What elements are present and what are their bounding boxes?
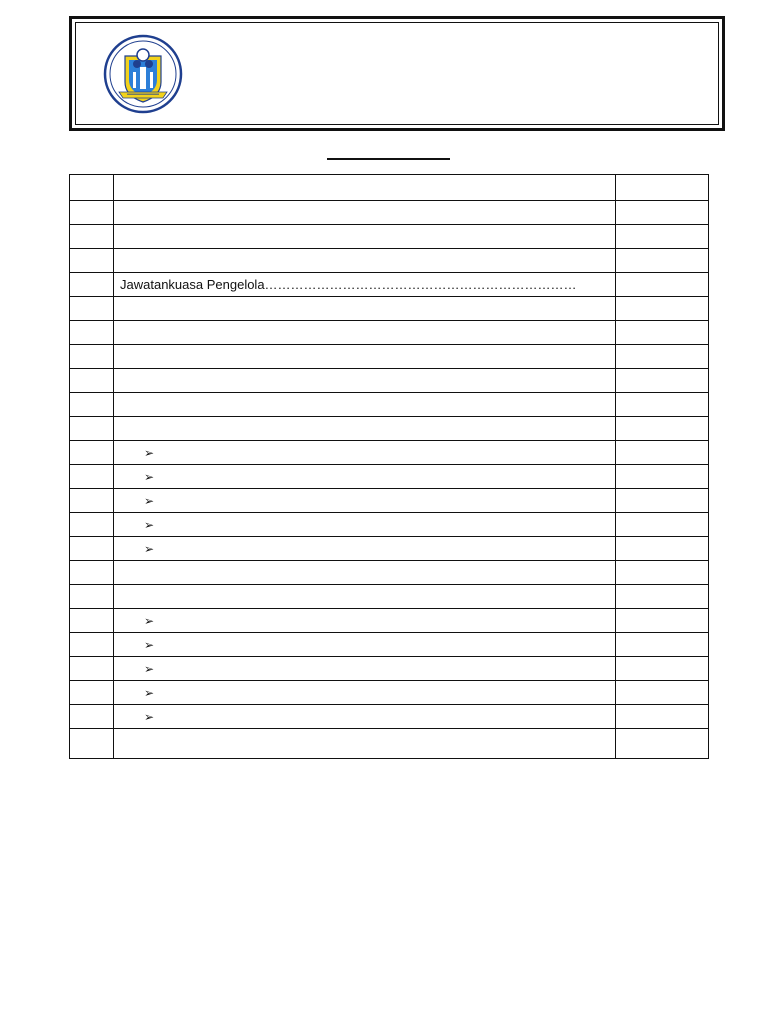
table-row [70, 369, 709, 393]
row-number-cell [70, 537, 114, 561]
row-title-cell [114, 681, 616, 705]
row-number-cell [70, 345, 114, 369]
table-of-contents [69, 174, 709, 759]
row-title-cell [114, 633, 616, 657]
row-title-cell [114, 249, 616, 273]
row-page-cell [616, 321, 709, 345]
row-number-cell [70, 249, 114, 273]
row-title-cell [114, 393, 616, 417]
table-row [70, 417, 709, 441]
row-page-cell [616, 609, 709, 633]
row-title-cell [114, 201, 616, 225]
row-number-cell [70, 489, 114, 513]
row-number-cell [70, 321, 114, 345]
table-row [70, 201, 709, 225]
table-row [70, 729, 709, 759]
arrow-bullet-icon: ➢ [144, 686, 155, 700]
row-number-cell [70, 201, 114, 225]
row-page-cell [616, 201, 709, 225]
header-frame [69, 16, 725, 131]
row-page-cell [616, 465, 709, 489]
row-number-cell [70, 609, 114, 633]
table-row [70, 225, 709, 249]
row-title-cell [114, 657, 616, 681]
row-title-cell [114, 729, 616, 759]
crest-emblem-icon [103, 34, 183, 114]
row-title-cell [114, 369, 616, 393]
row-title-cell [114, 273, 616, 297]
row-number-cell [70, 681, 114, 705]
table-row [70, 175, 709, 201]
row-number-cell [70, 175, 114, 201]
row-page-cell [616, 537, 709, 561]
row-page-cell [616, 225, 709, 249]
table-row [70, 585, 709, 609]
table-row [70, 609, 709, 633]
row-page-cell [616, 369, 709, 393]
row-number-cell [70, 441, 114, 465]
row-number-cell [70, 297, 114, 321]
row-number-cell [70, 369, 114, 393]
arrow-bullet-icon: ➢ [144, 494, 155, 508]
table-row [70, 273, 709, 297]
row-number-cell [70, 633, 114, 657]
row-page-cell [616, 729, 709, 759]
row-number-cell [70, 465, 114, 489]
row-number-cell [70, 657, 114, 681]
table-row [70, 393, 709, 417]
row-page-cell [616, 633, 709, 657]
row-title-cell [114, 175, 616, 201]
row-page-cell [616, 297, 709, 321]
row-title-cell [114, 225, 616, 249]
arrow-bullet-icon: ➢ [144, 638, 155, 652]
row-page-cell [616, 417, 709, 441]
table-row [70, 681, 709, 705]
arrow-bullet-icon: ➢ [144, 662, 155, 676]
row-page-cell [616, 345, 709, 369]
table-row [70, 345, 709, 369]
table-row [70, 297, 709, 321]
table-row [70, 537, 709, 561]
row-number-cell [70, 705, 114, 729]
row-title-cell [114, 705, 616, 729]
row-title-cell [114, 585, 616, 609]
row-page-cell [616, 681, 709, 705]
row-page-cell [616, 393, 709, 417]
row-number-cell [70, 513, 114, 537]
row-title-cell [114, 441, 616, 465]
row-number-cell [70, 561, 114, 585]
row-page-cell [616, 489, 709, 513]
row-page-cell [616, 561, 709, 585]
table-row [70, 249, 709, 273]
table-row [70, 657, 709, 681]
row-title-cell [114, 465, 616, 489]
title-underline [327, 158, 450, 160]
row-title-cell [114, 561, 616, 585]
arrow-bullet-icon: ➢ [144, 518, 155, 532]
arrow-bullet-icon: ➢ [144, 470, 155, 484]
row-title-cell [114, 345, 616, 369]
row-title-cell [114, 297, 616, 321]
row-page-cell [616, 175, 709, 201]
row-number-cell [70, 585, 114, 609]
row-page-cell [616, 705, 709, 729]
row-title-cell [114, 537, 616, 561]
row-page-cell [616, 273, 709, 297]
table-row [70, 321, 709, 345]
table-row [70, 465, 709, 489]
toc-entry-label: Jawatankuasa Pengelola……………………………………………………………… [120, 277, 577, 292]
arrow-bullet-icon: ➢ [144, 542, 155, 556]
row-number-cell [70, 417, 114, 441]
table-row [70, 489, 709, 513]
row-page-cell [616, 657, 709, 681]
table-row [70, 705, 709, 729]
row-page-cell [616, 441, 709, 465]
row-title-cell [114, 489, 616, 513]
row-title-cell [114, 609, 616, 633]
arrow-bullet-icon: ➢ [144, 710, 155, 724]
row-page-cell [616, 249, 709, 273]
row-title-cell [114, 321, 616, 345]
row-number-cell [70, 393, 114, 417]
arrow-bullet-icon: ➢ [144, 446, 155, 460]
row-page-cell [616, 585, 709, 609]
row-number-cell [70, 273, 114, 297]
row-number-cell [70, 225, 114, 249]
row-number-cell [70, 729, 114, 759]
row-page-cell [616, 513, 709, 537]
row-title-cell [114, 513, 616, 537]
arrow-bullet-icon: ➢ [144, 614, 155, 628]
table-row [70, 633, 709, 657]
table-row [70, 513, 709, 537]
row-title-cell [114, 417, 616, 441]
table-row [70, 561, 709, 585]
table-row [70, 441, 709, 465]
